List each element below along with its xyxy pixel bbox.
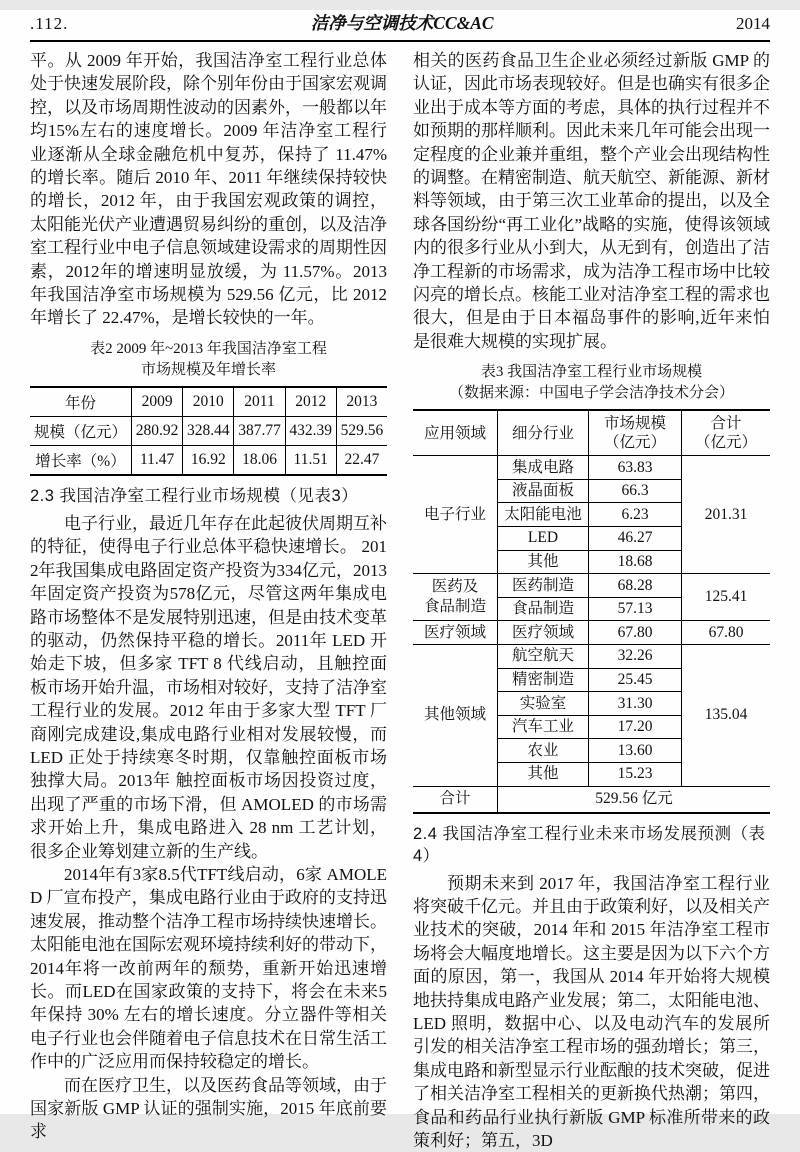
table-cell-area: 电子行业 [413,456,498,574]
table-cell: 其他 [498,550,589,574]
table-cell: 13.60 [589,739,682,763]
table-cell: 57.13 [589,597,682,621]
table-cell: 529.56 [336,416,387,445]
table-cell: 68.28 [589,574,682,598]
table-row [413,456,770,480]
table-footer-row [413,786,770,813]
table-cell: 6.23 [589,503,682,527]
table-cell: 16.92 [183,445,234,475]
table-row [30,387,387,417]
table-row [413,645,770,669]
table-cell-total: 125.41 [682,574,771,621]
section-heading-2-3: 2.3 我国洁净室工程行业市场规模（见表3） [30,486,359,505]
table-cell: 11.47 [132,445,183,475]
table-row [413,574,770,598]
table3-caption [413,362,770,404]
paragraph: 预期未来到 2017 年，我国洁净室工程行业将突破千亿元。并且由于政策利好，以及相关产业技术的突破，2014 年和 2015 年洁净室工程市场将会大幅度地增长。这主要是因为以下六个方面的原因，第一，我国从 2014 年开始将大规模地扶持集成电路产业发展；第二，太阳能电池、LED 照明，数据中心、以及电动汽车的发展所引发的相关洁净室工程市场的强劲增长；第三，集成电路和新型显示行业酝酿的技术突破，促进了相关洁净室工程相关的更新换代热潮；第四，食品和药品行业执行新版 GMP 标准所带来的政策利好；第五，3D [413,873,770,1151]
table-row [30,416,387,445]
table-cell: 22.47 [344,450,380,468]
market-scale-growth-table [30,386,387,476]
right-column [413,49,770,1152]
table-cell: 25.45 [589,668,682,692]
table-header-cell: 市场规模 （亿元） [589,410,682,456]
table-header-cell: 细分行业 [498,410,589,456]
table-cell: 280.92 [132,416,183,445]
table-cell: 液晶面板 [498,479,589,503]
two-column-body [30,49,770,1152]
table-cell: 17.20 [589,715,682,739]
table-cell: 46.27 [589,527,682,551]
table-cell-total: 135.04 [682,645,771,787]
table-cell-grand-total: 529.56 亿元 [595,790,673,808]
table-cell-area: 医药及 食品制造 [413,574,498,621]
table-cell: 63.83 [589,456,682,480]
table-cell: 2009 [132,387,183,417]
table-header-cell: 应用领域 [413,410,498,456]
table2-caption-line2: 市场规模及年增长率 [140,361,276,378]
table-cell: 15.23 [589,763,682,787]
table-cell-area: 其他领域 [413,645,498,787]
table-cell: 2010 [183,387,234,417]
table-cell: 11.51 [285,445,336,475]
left-column [30,49,387,1152]
table-cell: 387.77 [234,416,285,445]
table-header-cell: 合计 （亿元） [682,410,771,456]
table-cell: 2011 [234,387,285,417]
table-cell: 2012 [285,387,336,417]
page-number: .112. [30,14,69,33]
table3-caption-line1: 表3 我国洁净室工程行业市场规模 [480,364,703,381]
table2-caption-line1: 表2 2009 年~2013 年我国洁净室工程 [90,340,327,357]
table-cell: 432.39 [285,416,336,445]
running-header [30,10,770,42]
table-cell: 医疗领域 [498,621,589,645]
table-cell: 汽车工业 [498,715,589,739]
table-cell: 2013 [336,387,387,417]
section-heading-2-4: 2.4 我国洁净室工程行业未来市场发展预测（表4） [413,824,766,865]
paragraph: 平。从 2009 年开始，我国洁净室工程行业总体处于快速发展阶段，除个别年份由于国家宏观调控，以及市场周期性波动的因素外，一般都以年均15%左右的速度增长。2009 年洁净室工程行业逐渐从全球金融危机中复苏，保持了 11.47% 的增长率。随后 2010 年、2011 年继续保持较快的增长，2012 年，由于我国宏观政策的调控，太阳能光伏产业遭遇贸易纠纷的重创，以及洁净室工程行业中电子信息领域建设需求的周期性因素，2012年的增速明显放缓，为 11.57%。2013 年我国洁净室市场规模为 529.56 亿元，比 2012 年增长了 22.47%，是增长较快的一年。 [30,51,387,328]
table-cell: 规模（亿元） [30,416,132,445]
table2-caption [30,339,387,381]
table-cell-total: 201.31 [682,456,771,574]
table-cell: 太阳能电池 [498,503,589,527]
table-cell: LED [498,527,589,551]
table-cell: 67.80 [589,621,682,645]
table-cell: 医药制造 [498,574,589,598]
journal-year: 2014 [736,14,770,33]
table-cell-area: 医疗领域 [413,621,498,645]
table-cell: 食品制造 [498,597,589,621]
table-cell: 年份 [30,387,132,417]
table-cell: 其他 [498,763,589,787]
table-cell: 航空航天 [498,645,589,669]
table-cell: 农业 [498,739,589,763]
table-header-row [413,410,770,456]
paragraph: 电子行业，最近几年存在此起彼伏周期互补的特征，使得电子行业总体平稳快速增长。 2012年我国集成电路固定资产投资为334亿元，2013年固定资产投资为578亿元，尽管这两年集成电路市场整体不是发展特别迅速，但是由技术变革的驱动，仍然保持平稳的增长。2011年 LED 开始走下坡，但多家 TFT 8 代线启动，且触控面板市场开始升温，市场相对较好，支持了洁净室工程行业的发展。2012 年由于多家大型 TFT 厂商刚完成建设,集成电路行业相对发展较慢，而 LED 正处于持续寒冬时期，仅靠触控面板市场独撑大局。2013年 触控面板市场因投资过度，出现了严重的市场下滑，但 AMOLED 的市场需求开始上升，集成电路进入 28 nm 工艺计划，很多企业筹划建立新的生产线。 [30,513,387,861]
table-cell: 18.06 [234,445,285,475]
journal-page [0,10,800,1151]
table-cell: 精密制造 [498,668,589,692]
table-cell: 32.26 [589,645,682,669]
table-cell: 31.30 [589,692,682,716]
journal-title: 洁净与空调技术CC&AC [310,13,494,33]
table-cell: 实验室 [498,692,589,716]
table-cell: 集成电路 [498,456,589,480]
table-cell: 18.68 [589,550,682,574]
table-cell: 328.44 [183,416,234,445]
table-cell-total: 67.80 [682,621,771,645]
table-row [30,445,387,475]
paragraph: 2014年有3家8.5代TFT线启动，6家 AMOLED 厂宣布投产，集成电路行业由于政府的支持迅速发展，推动整个洁净工程市场持续快速增长。太阳能电池在国际宏观环境持续利好的带动下，2014年将一改前两年的颓势，重新开始迅速增长。而LED在国家政策的支持下，将会在未来5年保持 30% 左右的增长速度。分立器件等相关电子行业也会伴随着电子信息技术在日常生活工作中的广泛应用而保持较稳定的增长。 [30,864,387,1072]
table-cell: 66.3 [589,479,682,503]
table3-caption-line2: （数据来源：中国电子学会洁净技术分会） [448,385,734,402]
industry-market-scale-table [413,409,770,813]
paragraph: 而在医疗卫生，以及医药食品等领域，由于国家新版 GMP 认证的强制实施，2015 年底前要求 [30,1075,387,1142]
table-row [413,621,770,645]
table-cell: 增长率（%） [30,445,132,475]
paragraph: 相关的医药食品卫生企业必须经过新版 GMP 的认证，因此市场表现较好。但是也确实有很多企业出于成本等方面的考虑，具体的执行过程并不如预期的那样顺利。因此未来几年可能会出现一定程度的企业兼并重组，整个产业会出现结构性的调整。在精密制造、航天航空、新能源、新材料等领域，由于第三次工业革命的提出，以及全球各国纷纷“再工业化”战略的实施，使得该领域内的很多行业从小到大，从无到有，创造出了洁净工程新的市场需求，成为洁净工程市场中比较闪亮的增长点。核能工业对洁净室工程的需求也很大，但是由于日本福岛事件的影响,近年来怕是很难大规模的实现扩展。 [413,51,770,351]
table-cell-total-label: 合计 [413,786,498,813]
